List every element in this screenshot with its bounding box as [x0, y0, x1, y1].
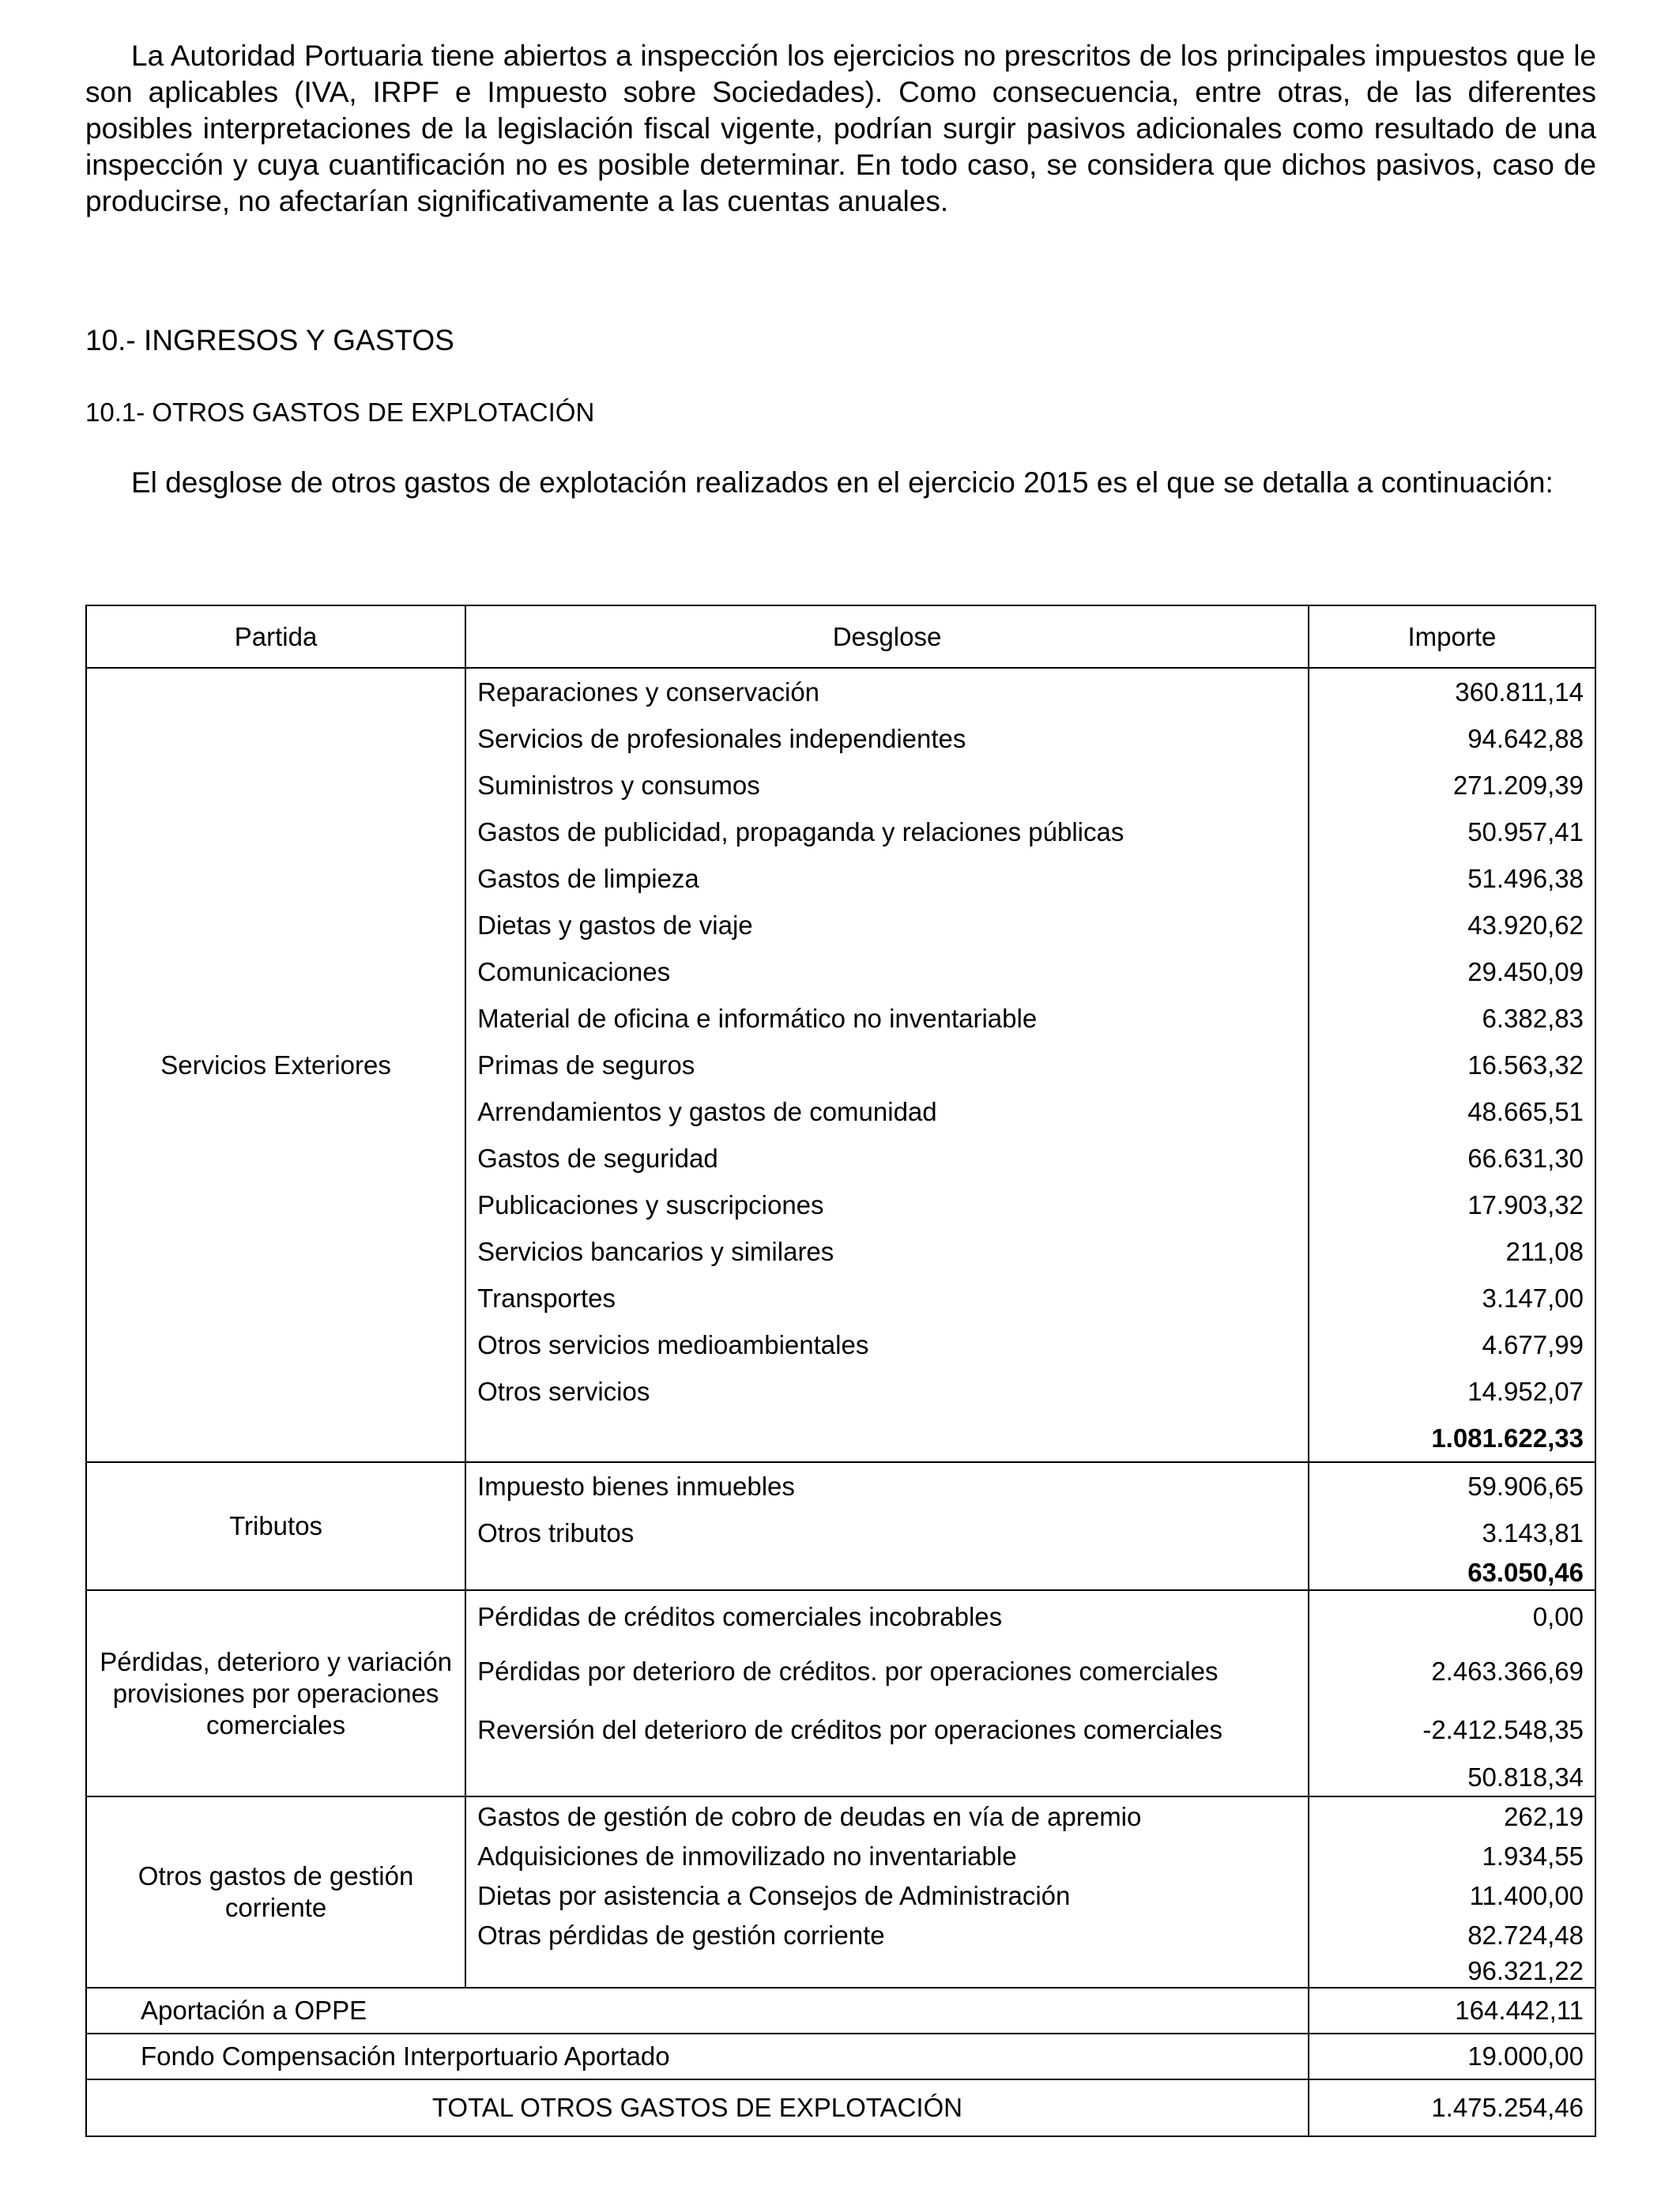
- fondo-label: Fondo Compensación Interportuario Aportado: [86, 2034, 1309, 2079]
- desglose-item: Adquisiciones de inmovilizado no inventariable: [477, 1842, 1017, 1871]
- importe-item: 94.642,88: [1467, 723, 1584, 753]
- desglose-item: Transportes: [477, 1283, 616, 1313]
- detail-paragraph: El desglose de otros gastos de explotación realizados en el ejercicio 2015 es el que se detalla a continuación:: [131, 466, 1554, 499]
- group-perdidas: [86, 1590, 1595, 1796]
- group-subtotal: 63.050,46: [1467, 1558, 1584, 1587]
- importe-item: 6.382,83: [1482, 1003, 1584, 1033]
- desglose-item: Gastos de seguridad: [477, 1143, 718, 1173]
- importe-cell: [1309, 668, 1595, 1462]
- importe-item: 66.631,30: [1467, 1143, 1584, 1173]
- total-value: 1.475.254,46: [1309, 2079, 1595, 2136]
- desglose-subtotal-spacer: [477, 1415, 1297, 1461]
- desglose-cell: [465, 668, 1309, 1462]
- desglose-cell: [465, 1462, 1309, 1590]
- importe-item: 4.677,99: [1482, 1329, 1584, 1359]
- desglose-item: Suministros y consumos: [477, 770, 760, 800]
- importe-item: 43.920,62: [1467, 910, 1584, 940]
- desglose-item: Primas de seguros: [477, 1050, 695, 1080]
- section-title: 10.- INGRESOS Y GASTOS: [85, 324, 454, 356]
- importe-cell: [1309, 1590, 1595, 1796]
- fondo-value: 19.000,00: [1309, 2034, 1595, 2079]
- importe-item: 59.906,65: [1467, 1471, 1584, 1501]
- table-header-row: [86, 605, 1595, 668]
- row-fondo-compensacion: [86, 2034, 1595, 2079]
- desglose-item: Reparaciones y conservación: [477, 677, 820, 707]
- desglose-item: Impuesto bienes inmuebles: [477, 1471, 795, 1501]
- group-otros-gastos: [86, 1796, 1595, 1988]
- desglose-item: Dietas y gastos de viaje: [477, 910, 753, 940]
- desglose-item: Publicaciones y suscripciones: [477, 1189, 824, 1220]
- desglose-item: Servicios bancarios y similares: [477, 1236, 834, 1266]
- desglose-item: Reversión del deterioro de créditos por operaciones comerciales: [477, 1715, 1222, 1744]
- importe-item: 3.143,81: [1482, 1517, 1584, 1547]
- desglose-subtotal-spacer: [477, 1759, 1297, 1796]
- importe-item: 0,00: [1532, 1601, 1584, 1631]
- desglose-cell: [465, 1796, 1309, 1988]
- desglose-cell: [465, 1590, 1309, 1796]
- desglose-item: Dietas por asistencia a Consejos de Administración: [477, 1881, 1071, 1910]
- desglose-subtotal-spacer: [477, 1955, 1297, 1987]
- desglose-item: Servicios de profesionales independientes: [477, 723, 966, 753]
- importe-item: 1.934,55: [1482, 1842, 1584, 1871]
- aportacion-value: 164.442,11: [1309, 1988, 1595, 2034]
- aportacion-label: Aportación a OPPE: [86, 1988, 1309, 2034]
- importe-item: 2.463.366,69: [1431, 1657, 1584, 1686]
- importe-item: -2.412.548,35: [1422, 1715, 1584, 1744]
- desglose-item: Gastos de gestión de cobro de deudas en vía de apremio: [477, 1802, 1142, 1831]
- row-aportacion-oppe: [86, 1988, 1595, 2034]
- partida-cell: Tributos: [86, 1462, 465, 1590]
- desglose-item: Pérdidas de créditos comerciales incobrables: [477, 1601, 1003, 1631]
- group-subtotal: 96.321,22: [1467, 1956, 1584, 1985]
- desglose-item: Comunicaciones: [477, 956, 671, 986]
- header-partida: Partida: [86, 605, 465, 668]
- group-tributos: [86, 1462, 1595, 1590]
- importe-item: 48.665,51: [1467, 1096, 1584, 1126]
- group-subtotal: 50.818,34: [1467, 1762, 1584, 1792]
- subsection-title: 10.1- OTROS GASTOS DE EXPLOTACIÓN: [85, 398, 595, 427]
- importe-item: 211,08: [1505, 1236, 1584, 1266]
- desglose-subtotal-spacer: [477, 1556, 1297, 1589]
- desglose-item: Gastos de limpieza: [477, 863, 699, 893]
- header-importe: Importe: [1309, 605, 1595, 668]
- importe-item: 51.496,38: [1467, 863, 1584, 893]
- importe-item: 3.147,00: [1482, 1283, 1584, 1313]
- importe-item: 271.209,39: [1452, 770, 1584, 800]
- importe-cell: [1309, 1796, 1595, 1988]
- importe-item: 14.952,07: [1467, 1376, 1584, 1406]
- partida-cell: Otros gastos de gestión corriente: [86, 1796, 465, 1988]
- total-label: TOTAL OTROS GASTOS DE EXPLOTACIÓN: [86, 2079, 1309, 2136]
- desglose-item: Pérdidas por deterioro de créditos. por operaciones comerciales: [477, 1657, 1219, 1686]
- row-total: [86, 2079, 1595, 2136]
- group-subtotal: 1.081.622,33: [1431, 1423, 1584, 1453]
- desglose-item: Gastos de publicidad, propaganda y relaciones públicas: [477, 816, 1124, 846]
- desglose-item: Arrendamientos y gastos de comunidad: [477, 1096, 937, 1126]
- importe-cell: [1309, 1462, 1595, 1590]
- desglose-item: Otros servicios medioambientales: [477, 1329, 869, 1359]
- importe-item: 360.811,14: [1455, 677, 1584, 707]
- header-desglose: Desglose: [465, 605, 1309, 668]
- intro-paragraph: La Autoridad Portuaria tiene abiertos a inspección los ejercicios no prescritos de los principales impuestos que le son aplicables (IVA, IRPF e Impuesto sobre Sociedades). Como consecuencia, entre otras, de las diferentes posibles interpretaciones de la legislación fiscal vigente, podrían surgir pasivos adicionales como resultado de una inspección y cuya cuantificación no es posible determinar. En todo caso, se considera que dichos pasivos, caso de producirse, no afectarían significativamente a las cuentas anuales.: [85, 40, 1596, 217]
- partida-cell: Servicios Exteriores: [86, 668, 465, 1462]
- desglose-item: Material de oficina e informático no inventariable: [477, 1003, 1038, 1033]
- importe-item: 29.450,09: [1467, 956, 1584, 986]
- expenses-table: [85, 605, 1596, 2137]
- desglose-item: Otros tributos: [477, 1517, 635, 1547]
- importe-item: 11.400,00: [1469, 1881, 1584, 1910]
- importe-item: 50.957,41: [1467, 816, 1584, 846]
- desglose-item: Otros servicios: [477, 1376, 650, 1406]
- importe-item: 82.724,48: [1467, 1921, 1584, 1950]
- group-servicios-exteriores: [86, 668, 1595, 1462]
- desglose-item: Otras pérdidas de gestión corriente: [477, 1921, 885, 1950]
- importe-item: 16.563,32: [1467, 1050, 1584, 1080]
- partida-cell: Pérdidas, deterioro y variación provisiones por operaciones comerciales: [86, 1590, 465, 1796]
- importe-item: 17.903,32: [1467, 1189, 1584, 1220]
- importe-item: 262,19: [1504, 1802, 1584, 1831]
